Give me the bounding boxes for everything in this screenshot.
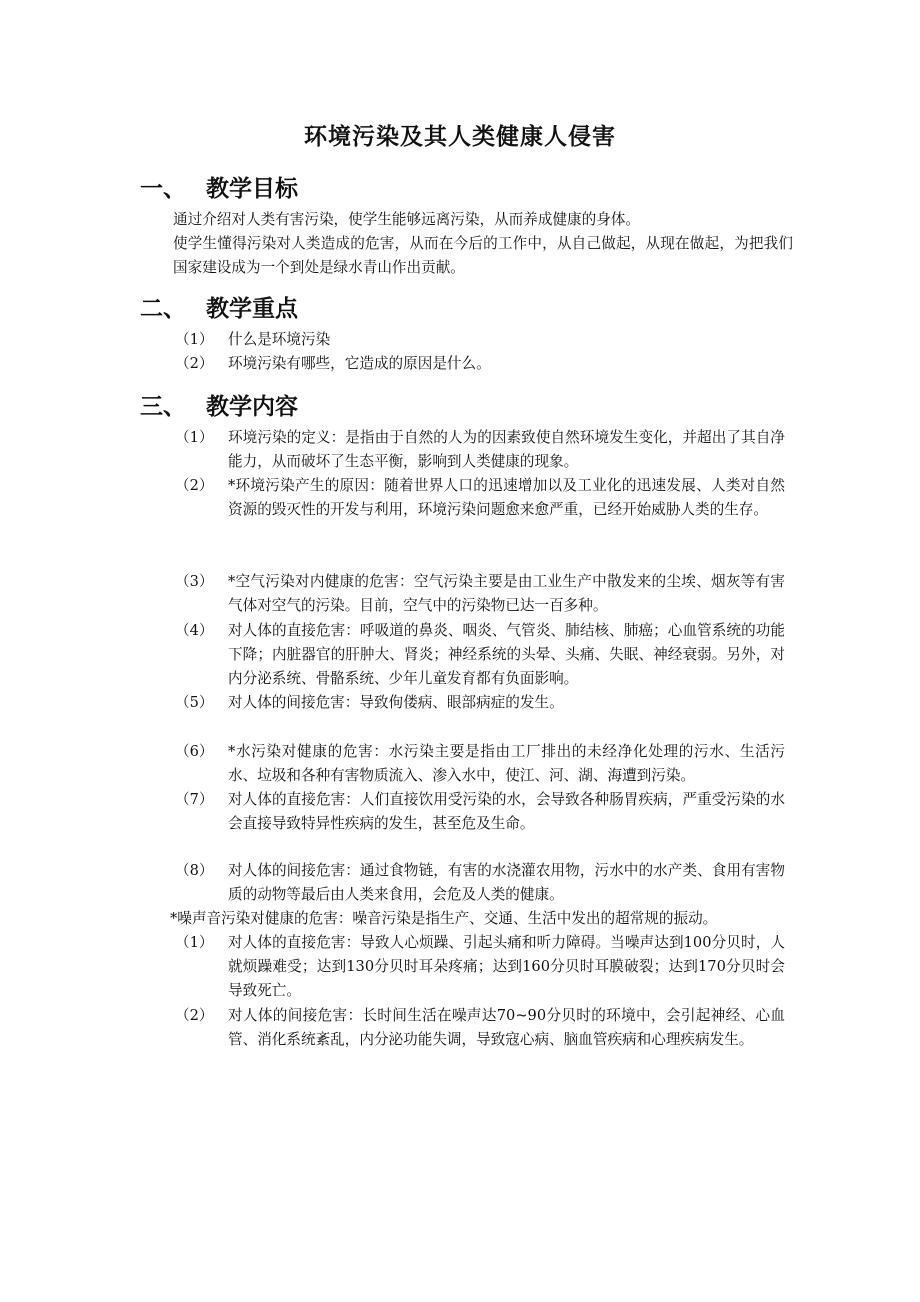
item-text: 对人体的间接危害：通过食物链，有害的水浇灌农用物，污水中的水产类、食用有害物质的动物等最后由人类来食用，会危及人类的健康。	[228, 862, 785, 903]
item-text: 对人体的直接危害：人们直接饮用受污染的水，会导致各种肠胃疾病，严重受污染的水会直接导致特异性疾病的发生，甚至危及生命。	[228, 791, 785, 832]
content-item	[175, 859, 785, 907]
content-item	[175, 788, 785, 836]
item-marker: （1）	[175, 429, 214, 446]
section-number: 二、	[140, 295, 186, 322]
item-marker: （3）	[175, 573, 214, 590]
objective-paragraph-1: 通过介绍对人类有害污染，使学生能够远离污染，从而养成健康的身体。	[173, 211, 641, 228]
item-text: 对人体的直接危害：呼吸道的鼻炎、咽炎、气管炎、肺结核、肺癌；心血管系统的功能下降；内脏器官的肝肿大、肾炎；神经系统的头晕、头痛、失眠、神经衰弱。另外，对内分泌系统、骨骼系统、少年儿童发育都有负面影响。	[228, 622, 785, 687]
item-marker: （2）	[175, 477, 214, 494]
content-item	[175, 570, 785, 618]
item-text: 对人体的直接危害：导致人心烦躁、引起头痛和听力障碍。当噪声达到100分贝时，人就烦躁难受；达到130分贝时耳朵疼痛；达到160分贝时耳膜破裂；达到170分贝时会导致死亡。	[228, 934, 785, 999]
section-title: 教学重点	[206, 295, 298, 322]
item-marker: （6）	[175, 743, 214, 760]
item-marker: （2）	[175, 1007, 214, 1024]
content-item	[175, 619, 785, 691]
item-marker: （7）	[175, 791, 214, 808]
section-title: 教学目标	[206, 175, 298, 202]
section-title: 教学内容	[206, 393, 298, 420]
key-point-item	[175, 352, 785, 376]
item-marker: （2）	[175, 355, 214, 372]
item-text: *环境污染产生的原因：随着世界人口的迅速增加以及工业化的迅速发展、人类对自然资源的毁灭性的开发与利用，环境污染问题愈来愈严重，已经开始威胁人类的生存。	[228, 477, 785, 518]
noise-item	[175, 931, 785, 1003]
item-text: 对人体的间接危害：导致佝偻病、眼部病症的发生。	[228, 694, 564, 711]
content-item	[175, 426, 785, 474]
item-marker: （1）	[175, 934, 214, 951]
item-text: 对人体的间接危害：长时间生活在噪声达70~90分贝时的环境中，会引起神经、心血管、消化系统紊乱，内分泌功能失调，导致寇心病、脑血管疾病和心理疾病发生。	[228, 1007, 785, 1048]
item-marker: （8）	[175, 862, 214, 879]
item-marker: （4）	[175, 622, 214, 639]
item-text: 环境污染有哪些，它造成的原因是什么。	[228, 355, 491, 372]
document-title: 环境污染及其人类健康人侵害	[304, 123, 616, 150]
item-marker: （1）	[175, 331, 214, 348]
objective-paragraph-2: 使学生懂得污染对人类造成的危害，从而在今后的工作中，从自己做起，从现在做起，为把我们国家建设成为一个到处是绿水青山作出贡献。	[173, 235, 793, 276]
content-item	[175, 691, 785, 715]
content-item	[175, 474, 785, 522]
noise-item	[175, 1004, 785, 1052]
item-text: 什么是环境污染	[228, 331, 331, 348]
section-heading-objectives	[140, 170, 298, 203]
item-marker: （5）	[175, 694, 214, 711]
item-text: *空气污染对内健康的危害：空气污染主要是由工业生产中散发来的尘埃、烟灰等有害气体对空气的污染。目前，空气中的污染物已达一百多种。	[228, 573, 785, 614]
section-number: 三、	[140, 393, 186, 420]
noise-intro-paragraph: *噪声音污染对健康的危害：噪音污染是指生产、交通、生活中发出的超常规的振动。	[170, 910, 718, 927]
section-heading-content	[140, 388, 298, 421]
section-heading-key-points	[140, 290, 298, 323]
content-item	[175, 740, 785, 788]
item-text: *水污染对健康的危害：水污染主要是指由工厂排出的未经净化处理的污水、生活污水、垃圾和各种有害物质流入、渗入水中，使江、河、湖、海遭到污染。	[228, 743, 785, 784]
key-point-item	[175, 328, 785, 352]
section-number: 一、	[140, 175, 186, 202]
item-text: 环境污染的定义：是指由于自然的人为的因素致使自然环境发生变化，并超出了其自净能力，从而破坏了生态平衡，影响到人类健康的现象。	[228, 429, 785, 470]
